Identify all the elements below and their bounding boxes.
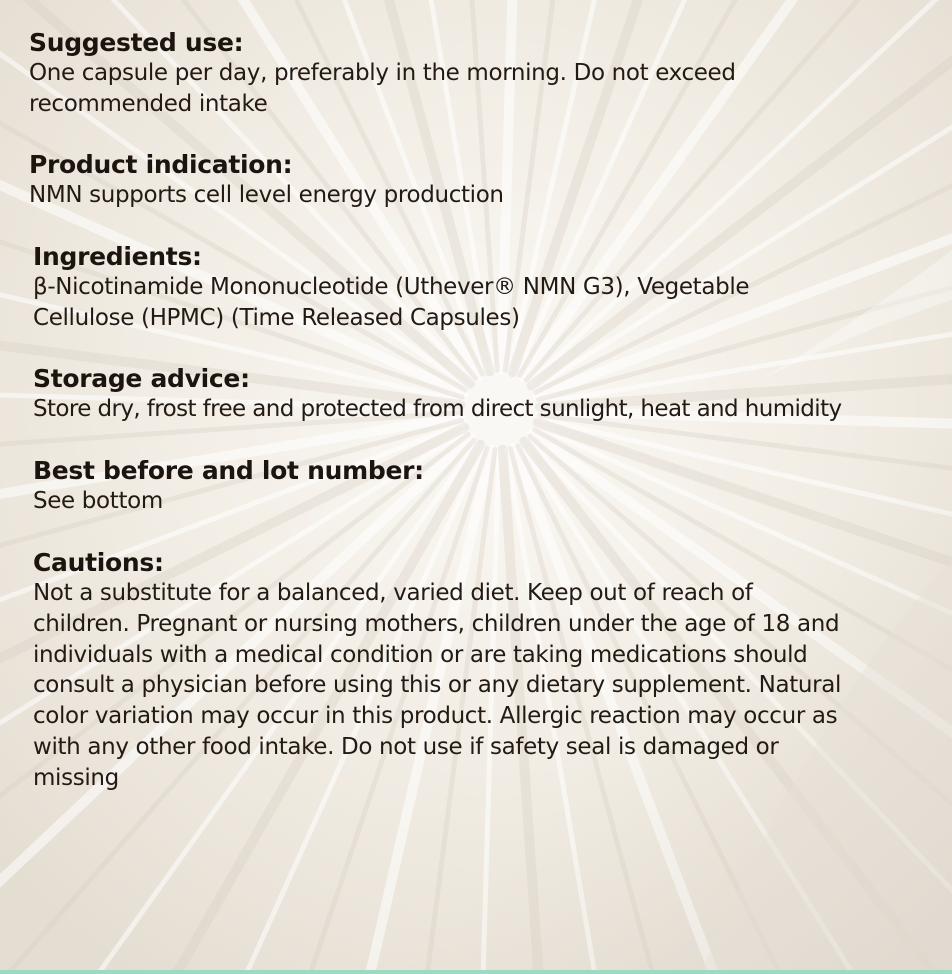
suggested-use-text: One capsule per day, preferably in the morning. Do not exceed recommended intake xyxy=(29,60,736,117)
best-before-heading: Best before and lot number: xyxy=(33,456,424,485)
best-before-section xyxy=(33,455,933,517)
cautions-heading: Cautions: xyxy=(33,548,164,577)
cautions-text: Not a substitute for a balanced, varied diet. Keep out of reach of children. Pregnant or nursing mothers, children under the age of 18 and individuals with a medical condition or are taking medications should consult a physician before using this or any dietary supplement. Natural color variation may occur in this product. Allergic reaction may occur as with any other food intake. Do not use if safety seal is damaged or missing xyxy=(33,580,841,791)
product-indication-text: NMN supports cell level energy production xyxy=(29,182,504,208)
best-before-text: See bottom xyxy=(33,488,163,514)
ingredients-section xyxy=(33,241,933,334)
storage-advice-heading: Storage advice: xyxy=(33,364,250,393)
storage-advice-text: Store dry, frost free and protected from direct sunlight, heat and humidity xyxy=(33,396,842,422)
suggested-use-section xyxy=(29,27,929,120)
ingredients-heading: Ingredients: xyxy=(33,242,202,271)
cautions-section xyxy=(33,547,933,794)
suggested-use-heading: Suggested use: xyxy=(29,28,244,57)
product-indication-heading: Product indication: xyxy=(29,150,293,179)
ingredients-text: β-Nicotinamide Mononucleotide (Uthever® NMN G3), Vegetable Cellulose (HPMC) (Time Released Capsules) xyxy=(33,274,750,331)
storage-advice-section xyxy=(33,363,933,425)
bottom-accent-strip xyxy=(0,970,952,974)
product-indication-section xyxy=(29,149,929,211)
